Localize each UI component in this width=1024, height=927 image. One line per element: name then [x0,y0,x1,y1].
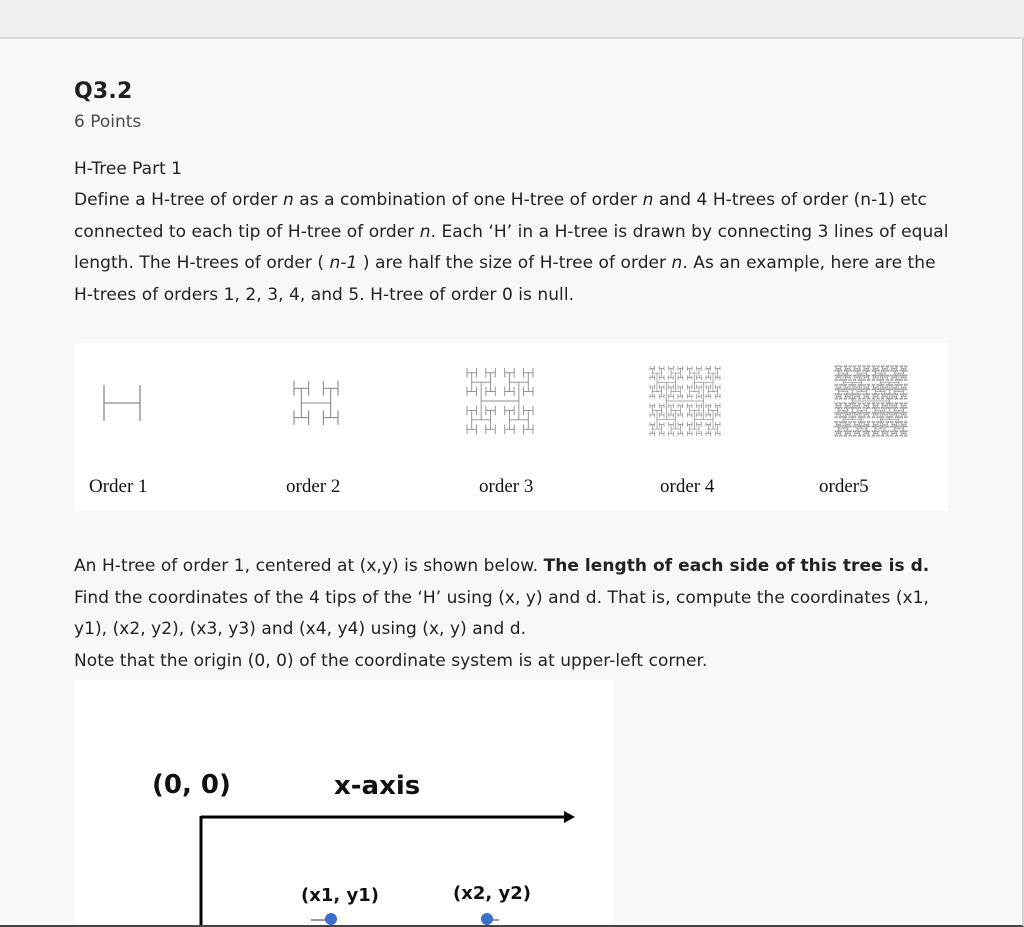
tip-2-point [481,913,493,925]
x-axis-arrowhead [564,811,575,823]
htree-order-4 [650,366,720,436]
tip-1-point [325,913,337,925]
section-title: H-Tree Part 1 [74,159,182,179]
question-points: 6 Points [74,112,142,132]
order-3-label: order 3 [479,476,534,497]
htree-order-5 [835,365,907,437]
htree-order-2 [294,381,338,425]
top-bar [0,0,1024,39]
order-4-label: order 4 [660,476,715,497]
order-1-label: Order 1 [89,476,148,497]
htree-definition-paragraph: Define a H-tree of order n as a combination of one H-tree of order n and 4 H-trees of order (n-1) etc connected to each tip of H-tree of order n. Each ‘H’ in a H-tree is drawn by connecting 3 lines of equal length. The H-trees of order ( n-1 ) are half the size of H-tree of order n. As an example, here are the H-trees of orders 1, 2, 3, 4, and 5. H-tree of order 0 is null. [74,190,949,305]
htree-orders-figure [74,343,948,511]
question-title: Q3.2 [74,79,133,104]
htree-order-1 [104,385,140,421]
coordinates-paragraph: An H-tree of order 1, centered at (x,y) is shown below. The length of each side of this tree is d. Find the coordinates of the 4 tips of the ‘H’ using (x, y) and d. That is, compute the coordinates (x1, y1), (x2, y2), (x3, y3) and (x4, y4) using (x, y) and d. Note that the origin (0, 0) of the coordinate system is at upper-left corner. [74,556,930,671]
origin-label: (0, 0) [152,770,231,800]
x-axis-label: x-axis [334,771,421,801]
order-2-label: order 2 [286,476,341,497]
htree-order-3 [467,368,533,434]
tip-1-label: (x1, y1) [301,885,379,906]
order-5-label: order5 [819,476,869,497]
tip-2-label: (x2, y2) [453,883,531,904]
coordinate-system-figure [74,680,614,925]
